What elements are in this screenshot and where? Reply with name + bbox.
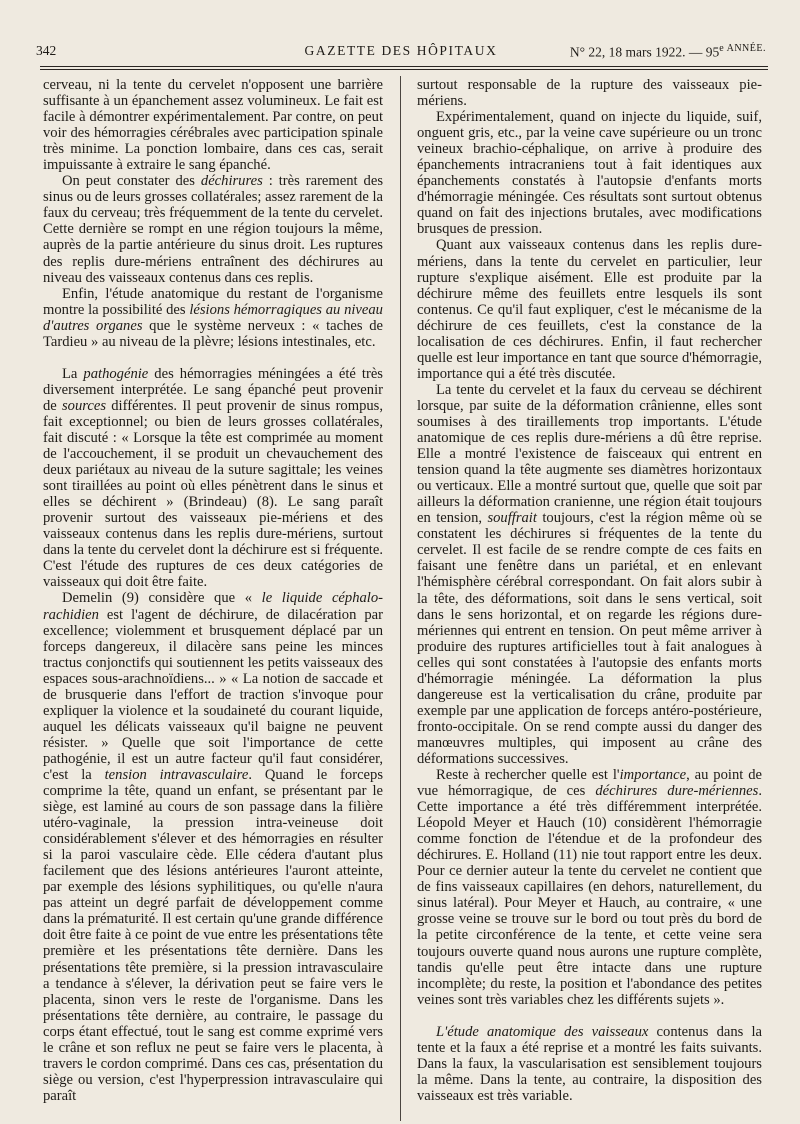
page-number: 342 xyxy=(36,43,57,58)
emphasis: déchirures xyxy=(200,173,263,190)
paragraph: Reste à rechercher quelle est l'importance, au point de vue hémorragique, de ces déchirures dure-mériennes. Cette importance a été très différemment interprétée. Léopold Meyer et Hauch (10) considèrent l'hémorragie comme fonction de l'étendue et de la profondeur des déchirures. E. Holland (11) nie tout rapport entre les deux. Pour ce dernier auteur la tente du cervelet ne contient que de fins vaisseaux capillaires (en dehors, naturellement, du sinus latéral). Pour Meyer et Hauch, au contraire, « une grosse veine se trouve sur le bord ou tout près du bord de la petite circonférence de la tente, et cette veine sera toujours ouverte quand nous aurons une rupture complète, tandis qu'elle peut être intacte dans une rupture incomplète; du reste, la position et l'abondance des petites veines sont très variables chez les différents sujets ». xyxy=(417,767,763,1008)
issue-date: N° 22, 18 mars 1922. — 95 xyxy=(569,44,720,60)
emphasis: souffrait xyxy=(487,510,537,527)
emphasis: sources xyxy=(62,397,107,414)
issue-info xyxy=(570,43,766,61)
emphasis: pathogénie xyxy=(83,365,149,382)
right-column xyxy=(417,77,762,1104)
paragraph: L'étude anatomique des vaisseaux contenus dans la tente et la faux a été reprise et a montré les faits suivants. Dans la faux, la vascularisation est sensiblement toujours la même. Dans la tente, au contraire, la disposition des vaisseaux est très variable. xyxy=(417,1023,762,1104)
emphasis: tension intravasculaire xyxy=(104,766,249,783)
paragraph: Demelin (9) considère que « le liquide céphalo-rachidien est l'agent de déchirure, de dilacération par excellence; violemment et brusquement déplacé par un forceps dangereux, il dilacère sans peine les minces tractus conjonctifs qui soutiennent les petits vaisseaux des espaces sous-arachnoïdiens... » « La notion de saccade et de brusquerie dans l'effort de traction s'invoque pour expliquer la violence et la soudaineté du courant liquide, auquel les délicats vaisseaux qu'il baigne ne peuvent résister. » Quelle que soit l'importance de cette pathogénie, il est un autre facteur qu'il faut considérer, c'est la tension intravasculaire. Quand le forceps comprime la tête, quand un enfant, se présentant par le siège, est laminé au cours de son passage dans la filière utéro-vaginale, la pression intra-veineuse doit considérablement s'élever et des hémorragies en résulter si la paroi vasculaire cède. Elle cédera d'autant plus facilement que des lésions antérieures l'auront atteinte, par exemple des lésions syphilitiques, ou qu'elle n'aura pas atteint un degré parfait de développement comme dans la prématurité. Il est certain qu'une grande différence doit être faite à ce point de vue entre les présentations tête première et les présentations tête dernière. Dans les présentations tête première, si la pression intravasculaire a tendance à s'élever, la dérivation peut se faire vers le placenta, sinon vers le reste de l'organisme. Dans les présentations tête dernière, au contraire, le passage du corps étant effectué, tout le sang est comme exprimé vers le crâne et son reflux ne peut se faire vers le placenta, à travers le cordon comprimé. Dans ces cas, présentation du siège ou version, c'est l'hyperpression intravasculaire qui paraît xyxy=(43,590,384,1104)
journal-title: GAZETTE DES HÔPITAUX xyxy=(304,43,498,58)
paragraph: cerveau, ni la tente du cervelet n'opposent une barrière suffisante à un épanchement assez volumineux. Le fait est facile à démontrer expérimentalement. Par contre, on peut voir des hémorragies cérébrales avec participation spinale très minime. La ponction lombaire, dans ces cas, serait impuissante à extraire le sang épanché. xyxy=(43,77,383,174)
emphasis: lésions hémorragiques au niveau d'autres organes xyxy=(43,301,383,334)
running-header xyxy=(36,43,766,63)
issue-year-suffix: e ANNÉE. xyxy=(719,43,766,54)
header-rule-thick xyxy=(40,66,768,67)
paragraph: Enfin, l'étude anatomique du restant de l'organisme montre la possibilité des lésions hémorragiques au niveau d'autres organes que le système nerveux : « taches de Tardieu » au niveau de la plèvre; lésions intestinales, etc. xyxy=(43,285,383,350)
header-rule-thin xyxy=(40,69,768,70)
emphasis: importance xyxy=(619,767,687,784)
emphasis: L'étude anatomique des vaisseaux xyxy=(436,1023,649,1040)
paragraph: surtout responsable de la rupture des vaisseaux pie-mériens. xyxy=(417,77,762,110)
paragraph: Expérimentalement, quand on injecte du liquide, suif, onguent gris, etc., par la veine cave supérieure ou un tronc veineux brachio-céphalique, on arrive à produire des épanchements intracraniens tout à fait identiques aux épanchements constatés à l'autopsie d'enfants morts d'hémorragie méningée. Ces résultats sont surtout obtenus quand on fait des injections brutales, avec modifications brusques de pression. xyxy=(417,109,762,238)
column-divider xyxy=(400,76,401,1121)
paragraph: On peut constater des déchirures : très rarement des sinus ou de leurs grosses collatérales; assez rarement de la faux du cerveau; très fréquemment de la tente du cervelet. Cette dernière se rompt en une région toujours la même, auprès de la partie antérieure du sinus droit. Les ruptures des replis dure-mériens entraînent des déchirures au niveau des vaisseaux contenus dans ces replis. xyxy=(43,173,383,286)
paragraph: La tente du cervelet et la faux du cerveau se déchirent lorsque, par suite de la déformation crânienne, elles sont soumises à des tiraillements trop importants. L'étude anatomique de ces replis dure-mériens a dû être reprise. Elle a montré l'existence de faisceaux qui entrent en tension quand la tête augmente ses diamètres horizontaux ou verticaux. Elle a montré surtout que, quelle que soit par ailleurs la déformation cranienne, une région était toujours en tension, souffrait toujours, c'est la région même où se constatent les déchirures si fréquentes de la tente du cervelet. Il est facile de se rendre compte de ces faits en faisant une fenêtre dans un pariétal, et en enlevant l'hémisphère cérébral correspondant. On fait alors subir à la tête, des déformations, soit dans le sens vertical, soit dans le sens horizontal, et on regarde les régions dure-mériennes qui entrent en tension. On peut même arriver à produire des ruptures artificielles tout à fait analogues à celles qui sont constatées à l'autopsie des enfants morts d'hémorragie méningée. La déformation la plus dangereuse est la verticalisation du crâne, produite par exemple par une application de forceps antéro-postérieure, fronto-occipitale. On se rend compte aussi du danger des manœuvres multiples, qui imposent au crâne des déformations successives. xyxy=(417,381,762,767)
left-column xyxy=(43,77,383,1104)
paragraph: Quant aux vaisseaux contenus dans les replis dure-mériens, dans la tente du cervelet en particulier, leur rupture s'explique aisément. Elle est produite par la déchirure même des feuillets entre lesquels ils sont contenus. Ce qu'il faut expliquer, c'est le mécanisme de la déchirure de ces feuillets, c'est la constance de la localisation de ces déchirures. Enfin, il faut rechercher quelle est leur importance en tant que source d'hémorragie, importance qui a été très discutée. xyxy=(417,237,762,382)
paragraph: La pathogénie des hémorragies méningées a été très diversement interprétée. Le sang épanché peut provenir de sources différentes. Il peut provenir de sinus rompus, fait exceptionnel; ou bien de leurs grosses collatérales, fait discuté : « Lorsque la tête est comprimée au moment de l'accouchement, il se produit un chevauchement des deux pariétaux au niveau de la suture sagittale; les veines sont tiraillées au point où elles pénètrent dans le sinus et elles se déchirent » (Brindeau) (8). Le sang paraît provenir surtout des vaisseaux pie-mériens et des vaisseaux contenus dans les replis dure-mériens, surtout dans la tente du cervelet dont la déchirure est si fréquente. C'est l'étude des ruptures de ces deux catégories de vaisseaux qui doit être faite. xyxy=(43,365,383,591)
emphasis: le liquide céphalo-rachidien xyxy=(43,590,383,623)
emphasis: déchirures dure-mériennes xyxy=(595,783,759,800)
